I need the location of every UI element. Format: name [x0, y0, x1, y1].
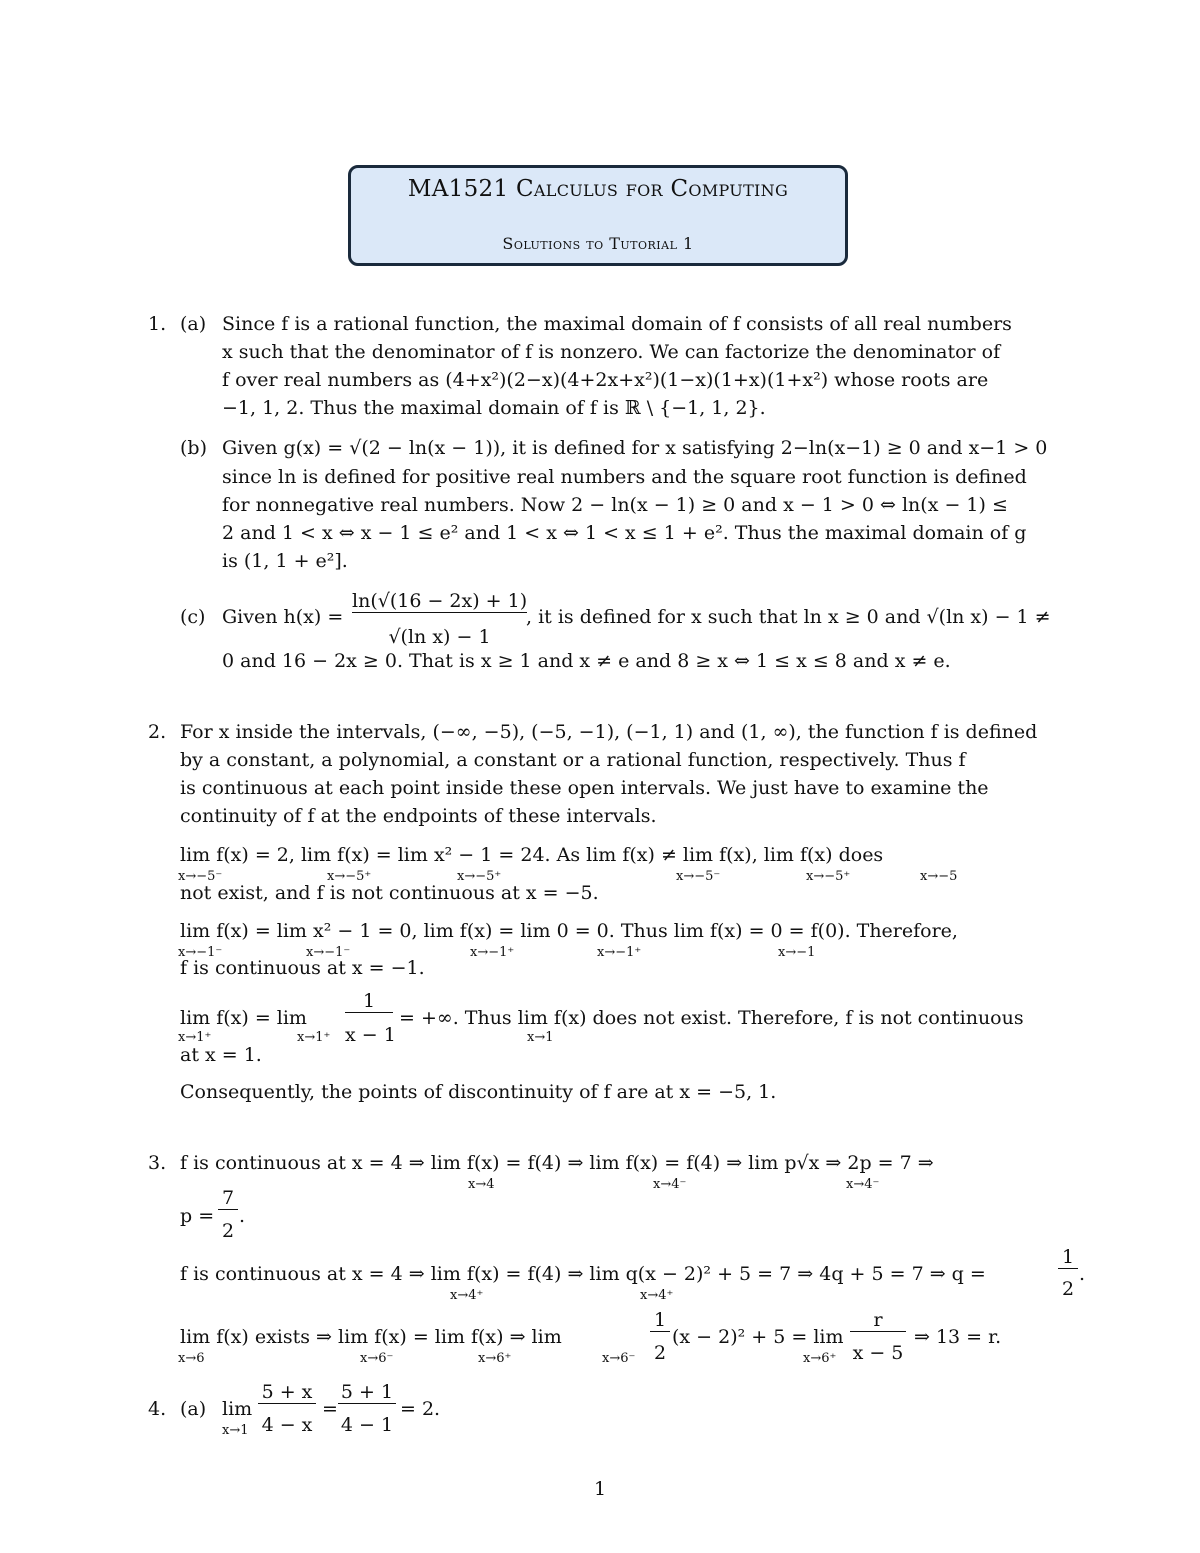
q3-line: ⇒ 13 = r.	[914, 1326, 1002, 1348]
q1a-line: Since f is a rational function, the maximal domain of f consists of all real numbers	[222, 313, 1012, 335]
q4-result: = 2.	[400, 1398, 441, 1420]
q2-limit-line: lim f(x) = lim x² − 1 = 0, lim f(x) = lim 0 = 0. Thus lim f(x) = 0 = f(0). Therefore,	[180, 920, 958, 942]
limit-subscript: x→−1⁻	[306, 945, 351, 960]
fraction-denominator: 2	[1061, 1278, 1075, 1300]
q2-limit-line: not exist, and f is not continuous at x = −5.	[180, 882, 599, 904]
q2-conclusion: Consequently, the points of discontinuity of f are at x = −5, 1.	[180, 1081, 777, 1103]
limit-subscript: x→−5⁻	[676, 869, 721, 884]
q1b-line: since ln is defined for positive real numbers and the square root function is defined	[222, 466, 1027, 488]
limit-subscript: x→−5⁺	[457, 869, 502, 884]
q2-intro-line: continuity of f at the endpoints of these intervals.	[180, 805, 657, 827]
tutorial-subtitle: Solutions to Tutorial 1	[502, 234, 694, 253]
q3-line: lim f(x) exists ⇒ lim f(x) = lim f(x) ⇒ lim	[180, 1326, 562, 1348]
fraction-denominator: 2	[653, 1342, 667, 1364]
fraction-numerator: 1	[1058, 1246, 1078, 1269]
fraction-numerator: 1	[650, 1309, 670, 1332]
limit-subscript: x→6⁻	[602, 1351, 636, 1366]
course-title: MA1521 Calculus for Computing	[407, 176, 789, 202]
q1c-denominator: √(ln x) − 1	[388, 626, 491, 648]
fraction-numerator: r	[850, 1309, 906, 1332]
limit-subscript: x→−1⁺	[597, 945, 642, 960]
q3-number: 3.	[148, 1152, 167, 1174]
q2-limit-line: = +∞. Thus lim f(x) does not exist. Therefore, f is not continuous	[399, 1007, 1024, 1029]
limit-operator: lim	[222, 1398, 253, 1420]
q4-equals: =	[322, 1398, 338, 1420]
limit-subscript: x→6⁻	[360, 1351, 394, 1366]
limit-subscript: x→−1	[778, 945, 816, 960]
limit-subscript: x→1⁺	[178, 1030, 212, 1045]
limit-subscript: x→4⁻	[846, 1177, 880, 1192]
q1a-line: x such that the denominator of f is nonzero. We can factorize the denominator of	[222, 341, 1001, 363]
q1c-line: 0 and 16 − 2x ≥ 0. That is x ≥ 1 and x ≠ e and 8 ≥ x ⇔ 1 ≤ x ≤ 8 and x ≠ e.	[222, 650, 951, 672]
q2-number: 2.	[148, 721, 167, 743]
q4a-label: (a)	[180, 1398, 207, 1420]
q1c-given: Given h(x) =	[222, 606, 344, 628]
q1-number: 1.	[148, 313, 167, 335]
q3-line: f is continuous at x = 4 ⇒ lim f(x) = f(4) ⇒ lim q(x − 2)² + 5 = 7 ⇒ 4q + 5 = 7 ⇒ q =	[180, 1263, 986, 1285]
limit-subscript: x→1	[527, 1030, 554, 1045]
q1b-line: is (1, 1 + e²].	[222, 550, 348, 572]
page-number: 1	[593, 1478, 607, 1500]
q2-limit-line: f is continuous at x = −1.	[180, 957, 425, 979]
q2-limit-line: lim f(x) = 2, lim f(x) = lim x² − 1 = 24. As lim f(x) ≠ lim f(x), lim f(x) does	[180, 844, 884, 866]
q3-line: .	[239, 1205, 246, 1227]
q1a-line: f over real numbers as (4+x²)(2−x)(4+2x+x²)(1−x)(1+x)(1+x²) whose roots are	[222, 369, 989, 391]
fraction-denominator: 4 − 1	[340, 1414, 394, 1436]
limit-subscript: x→6⁺	[478, 1351, 512, 1366]
q1a-line: −1, 1, 2. Thus the maximal domain of f is ℝ \ {−1, 1, 2}.	[222, 397, 766, 419]
limit-subscript: x→6⁺	[803, 1351, 837, 1366]
q1b-line: Given g(x) = √(2 − ln(x − 1)), it is defined for x satisfying 2−ln(x−1) ≥ 0 and x−1 > 0	[222, 437, 1048, 459]
q1a-label: (a)	[180, 313, 207, 335]
q1b-label: (b)	[180, 437, 207, 459]
q2-limit-line: lim f(x) = lim	[180, 1007, 307, 1029]
limit-subscript: x→4⁺	[640, 1288, 674, 1303]
limit-subscript: x→6	[178, 1351, 205, 1366]
q1c-label: (c)	[180, 606, 206, 628]
fraction-numerator: 5 + 1	[338, 1381, 396, 1404]
q2-intro-line: For x inside the intervals, (−∞, −5), (−5, −1), (−1, 1) and (1, ∞), the function f is defined	[180, 721, 1038, 743]
q4-number: 4.	[148, 1398, 167, 1420]
fraction-denominator: x − 1	[345, 1024, 396, 1046]
limit-subscript: x→4	[468, 1177, 495, 1192]
fraction-numerator: 5 + x	[258, 1381, 316, 1404]
limit-subscript: x→−1⁻	[178, 945, 223, 960]
q3-line: f is continuous at x = 4 ⇒ lim f(x) = f(4) ⇒ lim f(x) = f(4) ⇒ lim p√x ⇒ 2p = 7 ⇒	[180, 1152, 934, 1174]
q2-intro-line: is continuous at each point inside these open intervals. We just have to examine the	[180, 777, 989, 799]
q3-line: (x − 2)² + 5 = lim	[672, 1326, 844, 1348]
q2-limit-line: at x = 1.	[180, 1044, 262, 1066]
fraction-denominator: x − 5	[852, 1342, 904, 1364]
limit-subscript: x→−5⁻	[178, 869, 223, 884]
limit-subscript: x→−5⁺	[806, 869, 851, 884]
limit-subscript: x→4⁻	[653, 1177, 687, 1192]
q1b-line: 2 and 1 < x ⇔ x − 1 ≤ e² and 1 < x ⇔ 1 < x ≤ 1 + e². Thus the maximal domain of g	[222, 522, 1027, 544]
limit-subscript: x→−5	[920, 869, 958, 884]
fraction-denominator: 2	[221, 1220, 235, 1242]
q2-intro-line: by a constant, a polynomial, a constant or a rational function, respectively. Thus f	[180, 749, 966, 771]
limit-subscript: x→1	[222, 1423, 249, 1438]
limit-subscript: x→4⁺	[450, 1288, 484, 1303]
limit-subscript: x→−5⁺	[327, 869, 372, 884]
limit-subscript: x→−1⁺	[470, 945, 515, 960]
q3-line: .	[1079, 1263, 1086, 1285]
limit-subscript: x→1⁺	[297, 1030, 331, 1045]
q3-line: p =	[180, 1205, 215, 1227]
fraction-numerator: 1	[345, 990, 393, 1013]
q1c-rest: , it is defined for x such that ln x ≥ 0 and √(ln x) − 1 ≠	[526, 606, 1051, 628]
q1b-line: for nonnegative real numbers. Now 2 − ln(x − 1) ≥ 0 and x − 1 > 0 ⇔ ln(x − 1) ≤	[222, 494, 1008, 516]
fraction-denominator: 4 − x	[261, 1414, 313, 1436]
fraction-numerator: 7	[218, 1187, 238, 1210]
q1c-numerator: ln(√(16 − 2x) + 1)	[352, 590, 528, 612]
